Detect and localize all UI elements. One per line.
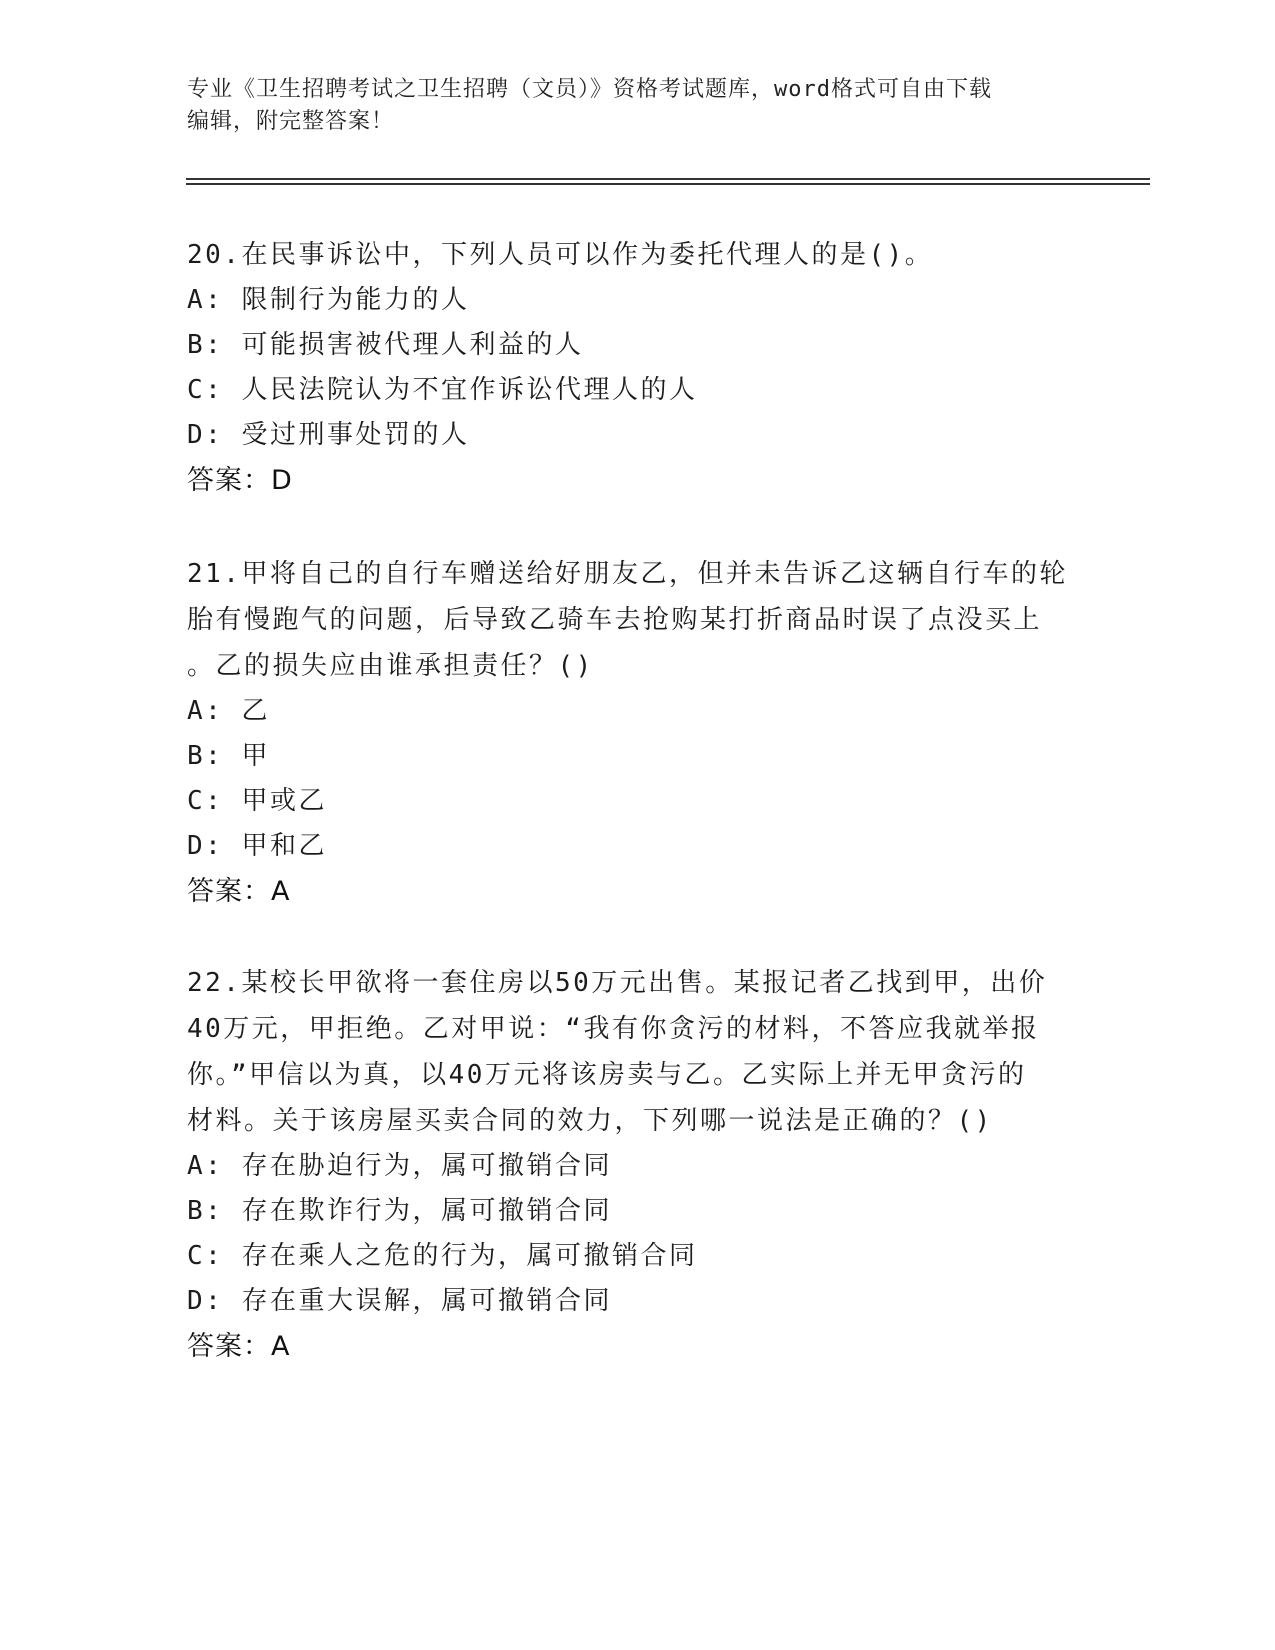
stem-line: 。乙的损失应由谁承担责任？() — [187, 651, 594, 681]
option-a: A: 存在胁迫行为，属可撤销合同 — [187, 1151, 612, 1181]
answer-line: 答案：D — [187, 465, 293, 496]
header-line: 编辑，附完整答案！ — [187, 109, 395, 134]
stem-line: 20.在民事诉讼中，下列人员可以作为委托代理人的是()。 — [187, 240, 934, 270]
option-c: C: 甲或乙 — [187, 786, 327, 816]
question-stem — [187, 960, 1087, 1144]
option-b: B: 存在欺诈行为，属可撤销合同 — [187, 1196, 612, 1226]
question-20 — [187, 232, 1087, 504]
option-d: D: 存在重大误解，属可撤销合同 — [187, 1286, 612, 1316]
option-a: A: 乙 — [187, 696, 270, 726]
question-stem — [187, 232, 1087, 278]
stem-line: 你。”甲信以为真，以40万元将该房卖与乙。乙实际上并无甲贪污的 — [187, 1060, 1027, 1090]
option-d: D: 甲和乙 — [187, 831, 327, 861]
option-c: C: 人民法院认为不宜作诉讼代理人的人 — [187, 375, 698, 405]
stem-line: 材料。关于该房屋买卖合同的效力，下列哪一说法是正确的？() — [187, 1106, 993, 1136]
answer-line: 答案：A — [187, 876, 291, 907]
option-b: B: 可能损害被代理人利益的人 — [187, 330, 584, 360]
option-d: D: 受过刑事处罚的人 — [187, 420, 470, 450]
question-21 — [187, 551, 1087, 915]
header-divider-top — [186, 178, 1150, 180]
question-22 — [187, 960, 1087, 1370]
stem-line: 22.某校长甲欲将一套住房以50万元出售。某报记者乙找到甲，出价 — [187, 968, 1048, 998]
stem-line: 21.甲将自己的自行车赠送给好朋友乙，但并未告诉乙这辆自行车的轮 — [187, 559, 1068, 589]
header-line: 专业《卫生招聘考试之卫生招聘（文员）》资格考试题库，word格式可自由下载 — [187, 77, 992, 102]
option-c: C: 存在乘人之危的行为，属可撤销合同 — [187, 1241, 698, 1271]
document-header — [187, 74, 1067, 138]
answer-line: 答案：A — [187, 1331, 291, 1362]
header-divider-bottom — [186, 183, 1150, 185]
option-a: A: 限制行为能力的人 — [187, 285, 470, 315]
stem-line: 胎有慢跑气的问题，后导致乙骑车去抢购某打折商品时误了点没买上 — [187, 605, 1043, 635]
stem-line: 40万元，甲拒绝。乙对甲说：“我有你贪污的材料，不答应我就举报 — [187, 1014, 1040, 1044]
option-b: B: 甲 — [187, 741, 270, 771]
question-stem — [187, 551, 1087, 689]
